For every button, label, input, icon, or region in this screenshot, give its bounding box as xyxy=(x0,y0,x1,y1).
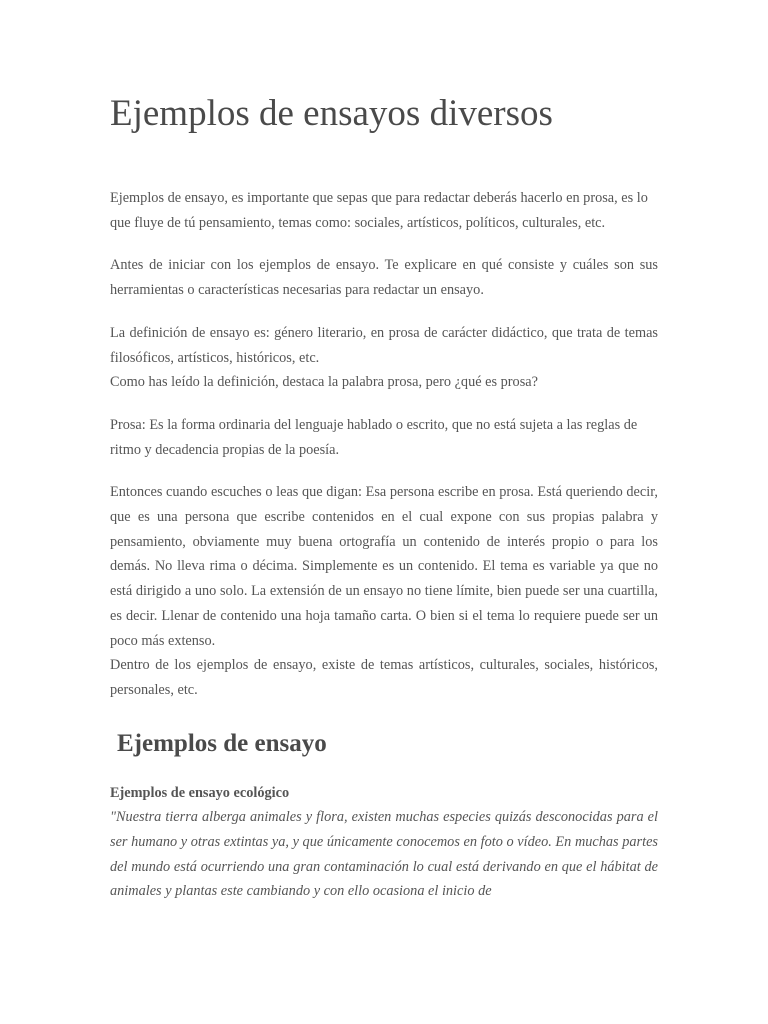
ecological-essay-quote: "Nuestra tierra alberga animales y flora, existen muchas especies quizás desconocidas para el ser humano y otras extintas ya, y que únicamente conocemos en foto o vídeo. En muchas partes del mundo está ocurriendo una gran contaminación lo cual está derivando en que el hábitat de animales y plantas este cambiando y con ello ocasiona el inicio de xyxy=(110,809,658,900)
paragraph-prose-definition: Prosa: Es la forma ordinaria del lenguaje hablado o escrito, que no está sujeta a las reglas de ritmo y decadencia propias de la poesía. xyxy=(110,416,638,458)
subsection-heading: Ejemplos de ensayo ecológico xyxy=(110,784,290,801)
paragraph-definition: La definición de ensayo es: género literario, en prosa de carácter didáctico, que trata de temas filosóficos, artísticos, históricos, etc. xyxy=(110,324,658,366)
document-body xyxy=(110,186,658,904)
document-title: Ejemplos de ensayos diversos xyxy=(110,93,553,134)
section-heading: Ejemplos de ensayo xyxy=(117,729,327,757)
paragraph-prose-explanation: Entonces cuando escuches o leas que digan: Esa persona escribe en prosa. Está queriendo decir, que es una persona que escribe contenidos en el cual expone con sus propias palabra y pensamiento, obviamente muy buena ortografía un contenido de interés propio o para los demás. No lleva rima o décima. Simplemente es un contenido. El tema es variable ya que no está dirigido a uno solo. La extensión de un ensayo no tiene límite, bien puede ser una cuartilla, es decir. Llenar de contenido una hoja tamaño carta. O bien si el tema lo requiere puede ser un poco más extenso. xyxy=(110,484,658,649)
paragraph-intro: Ejemplos de ensayo, es importante que sepas que para redactar deberás hacerlo en prosa, es lo que fluye de tú pensamiento, temas como: sociales, artísticos, políticos, culturales, etc. xyxy=(110,190,648,231)
paragraph-essay-topics: Dentro de los ejemplos de ensayo, existe de temas artísticos, culturales, sociales, históricos, personales, etc. xyxy=(110,657,658,698)
paragraph-before-examples: Antes de iniciar con los ejemplos de ensayo. Te explicare en qué consiste y cuáles son sus herramientas o características necesarias para redactar un ensayo. xyxy=(110,257,658,299)
definition-block xyxy=(110,321,658,395)
paragraph-prose-question: Como has leído la definición, destaca la palabra prosa, pero ¿qué es prosa? xyxy=(110,374,538,391)
